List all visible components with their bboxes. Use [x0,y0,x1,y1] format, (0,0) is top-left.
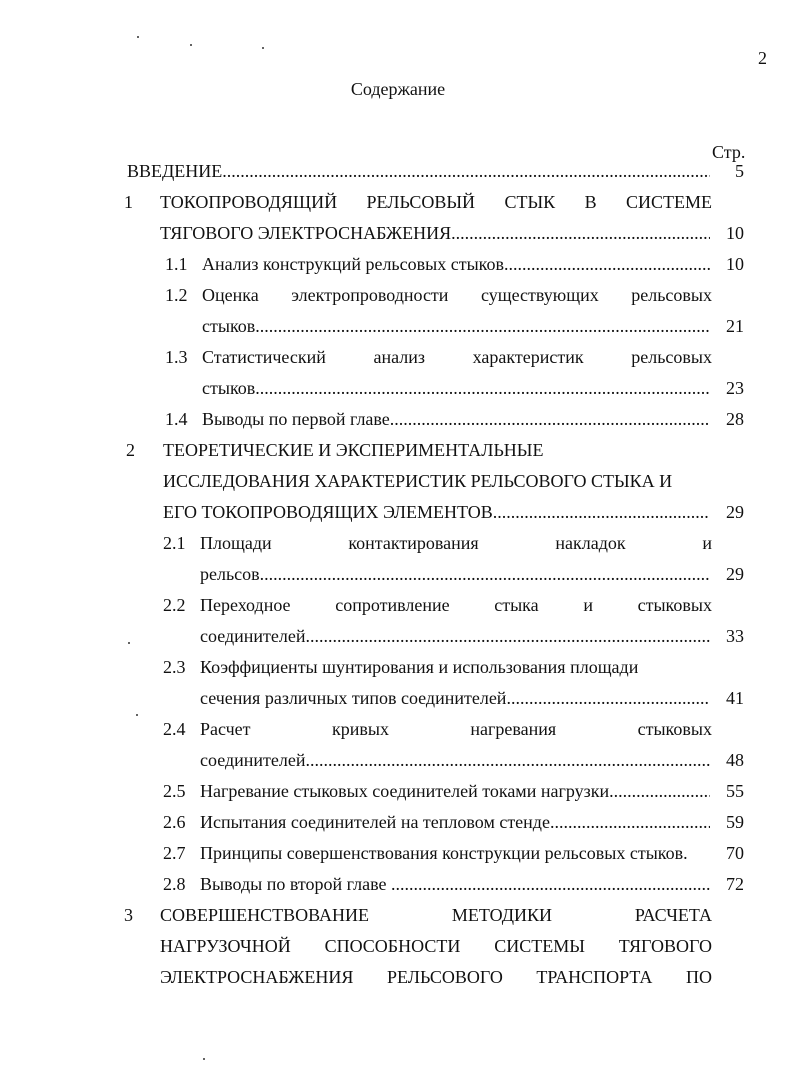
toc-entry-1-3-line-1[interactable]: Статистический анализ характеристик рельсовых [202,347,712,367]
toc-entry-2-3-line-2[interactable]: сечения различных типов соединителей ..... 41 [200,688,744,709]
toc-entry-chapter-3-line-3[interactable]: ЭЛЕКТРОСНАБЖЕНИЯ РЕЛЬСОВОГО ТРАНСПОРТА ПО [160,967,712,987]
section-number: 2.3 [163,657,186,677]
leader-dots [609,781,710,802]
toc-entry-1-2-line-2[interactable]: стыков ..... 21 [202,316,744,337]
section-number: 2.6 [163,812,186,832]
leader-dots [260,564,710,585]
toc-entry-2-7[interactable]: Принципы совершенствования конструкции рельсовых стыков. 70 [200,843,744,863]
toc-entry-2-1-line-2[interactable]: рельсов ..... 29 [200,564,744,585]
toc-entry-2-2-line-1[interactable]: Переходное сопротивление стыка и стыковых [200,595,712,615]
toc-entry-chapter-2-line-3[interactable]: ЕГО ТОКОПРОВОДЯЩИХ ЭЛЕМЕНТОВ ..... 29 [163,502,744,523]
toc-entry-2-1-line-1[interactable]: Площади контактирования накладок и [200,533,712,553]
toc-entry-introduction[interactable] [127,161,744,182]
section-number: 2.2 [163,595,186,615]
chapter-number: 1 [124,192,133,212]
toc-entry-chapter-1-line-2[interactable]: ТЯГОВОГО ЭЛЕКТРОСНАБЖЕНИЯ ..... 10 [160,223,744,244]
toc-entry-2-4-line-1[interactable]: Расчет кривых нагревания стыковых [200,719,712,739]
toc-entry-2-5[interactable]: Нагревание стыковых соединителей токами нагрузки ..... 55 [200,781,744,802]
scan-speck [136,714,138,716]
leader-dots [451,223,710,244]
leader-dots [504,254,710,275]
leader-dots [255,316,710,337]
toc-page-number: 5 [735,161,744,181]
scan-speck [262,47,264,49]
toc-page-number: 33 [726,626,744,646]
page-column-label: Стр. [712,142,746,162]
toc-page-number: 28 [726,409,744,429]
section-number: 1.3 [165,347,188,367]
leader-dots [493,502,710,523]
scan-speck [190,44,192,46]
toc-page-number: 10 [726,254,744,274]
toc-page-number: 29 [726,502,744,522]
toc-page-number: 72 [726,874,744,894]
leader-dots [222,161,710,182]
chapter-number: 3 [124,905,133,925]
leader-dots [506,688,710,709]
page-title: Содержание [350,79,446,99]
toc-page-number: 41 [726,688,744,708]
toc-entry-2-4-line-2[interactable]: соединителей ..... 48 [200,750,744,771]
section-number: 1.1 [165,254,188,274]
toc-entry-1-3-line-2[interactable]: стыков ..... 23 [202,378,744,399]
scan-speck [128,642,130,644]
section-number: 2.5 [163,781,186,801]
toc-page-number: 23 [726,378,744,398]
toc-page-number: 48 [726,750,744,770]
toc-entry-1-4[interactable]: Выводы по первой главе ..... 28 [202,409,744,430]
section-number: 2.4 [163,719,186,739]
toc-entry-chapter-2-line-1[interactable]: ТЕОРЕТИЧЕСКИЕ И ЭКСПЕРИМЕНТАЛЬНЫЕ [163,440,544,460]
toc-entry-chapter-3-line-1[interactable]: СОВЕРШЕНСТВОВАНИЕ МЕТОДИКИ РАСЧЕТА [160,905,712,925]
toc-entry-2-8[interactable]: Выводы по второй главе ..... 72 [200,874,744,895]
toc-entry-2-2-line-2[interactable]: соединителей ..... 33 [200,626,744,647]
section-number: 1.4 [165,409,188,429]
chapter-number: 2 [126,440,135,460]
page-number: 2 [758,48,767,68]
toc-page-number: 10 [726,223,744,243]
toc-page-number: 29 [726,564,744,584]
toc-entry-title: ВВЕДЕНИЕ [127,161,223,181]
toc-entry-1-1[interactable]: Анализ конструкций рельсовых стыков ..... 10 [202,254,744,275]
leader-dots [305,750,710,771]
leader-dots [255,378,710,399]
scan-speck [137,36,139,38]
section-number: 1.2 [165,285,188,305]
toc-entry-chapter-3-line-2[interactable]: НАГРУЗОЧНОЙ СПОСОБНОСТИ СИСТЕМЫ ТЯГОВОГО [160,936,712,956]
leader-dots [390,409,710,430]
section-number: 2.8 [163,874,186,894]
leader-dots [550,812,710,833]
toc-entry-chapter-1-line-1[interactable]: ТОКОПРОВОДЯЩИЙ РЕЛЬСОВЫЙ СТЫК В СИСТЕМЕ [160,192,712,212]
toc-page-number: 21 [726,316,744,336]
scan-speck [203,1058,205,1060]
toc-page-number: 70 [726,843,744,863]
section-number: 2.7 [163,843,186,863]
toc-entry-chapter-2-line-2[interactable]: ИССЛЕДОВАНИЯ ХАРАКТЕРИСТИК РЕЛЬСОВОГО СТЫКА И [163,471,673,491]
leader-dots [391,874,710,895]
toc-page-number: 55 [726,781,744,801]
toc-entry-2-6[interactable]: Испытания соединителей на тепловом стенде ..... 59 [200,812,744,833]
section-number: 2.1 [163,533,186,553]
toc-entry-1-2-line-1[interactable]: Оценка электропроводности существующих рельсовых [202,285,712,305]
toc-entry-2-3-line-1[interactable]: Коэффициенты шунтирования и использования площади [200,657,639,677]
toc-page-number: 59 [726,812,744,832]
leader-dots [305,626,710,647]
